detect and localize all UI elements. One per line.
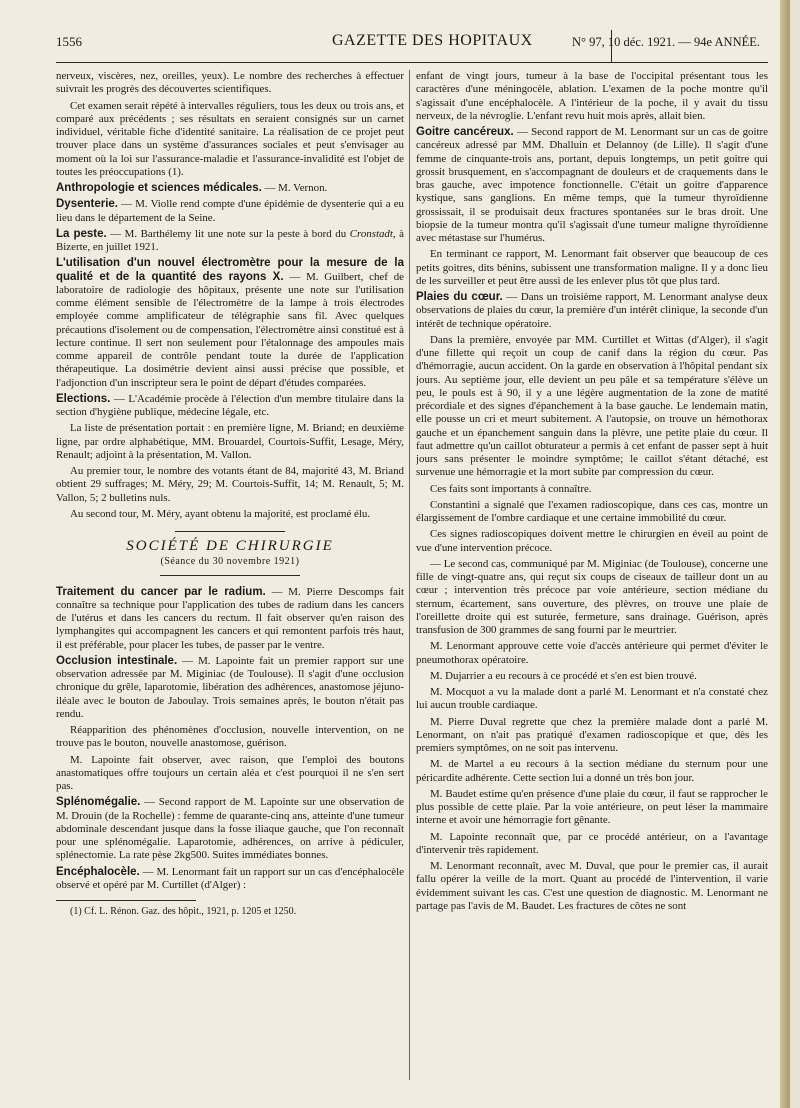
paragraph: M. Baudet estime qu'en présence d'une plaie du cœur, il faut se rapprocher le plus possible de cette plaie. Par la voie antérieure, on peut léser la mammaire interne et avoir une hémorragie fort gênante. (416, 787, 768, 827)
section-dysenterie: Dysenterie. — M. Violle rend compte d'une épidémie de dysenterie qui a eu lieu dans le département de la Seine. (56, 198, 404, 224)
ship-name: Cronstadt (349, 227, 393, 240)
paragraph: M. de Martel a eu recours à la section médiane du sternum pour une péricardite adhérente. Cette section lui a donné un très bon jour. (416, 758, 768, 784)
page-header (56, 30, 768, 63)
divider (160, 575, 300, 576)
divider (175, 531, 285, 532)
section-heading: Traitement du cancer par le radium. (56, 585, 266, 598)
paragraph: — Le second cas, communiqué par M. Miginiac (de Toulouse), concerne une fille de vingt-quatre ans, qui reçut six coups de ciseaux de tailleur dont un au cœur ; intervention très précoce par voie antérieure, section médiane du sternum, écartement, sans ouverture, des plèvres, on trouve une plaie de l'oreillette droite qui est suturée, fermeture, sans drainage. Guérison, après transfusion de 300 grammes de sang fourni par le meurtrier. (416, 557, 768, 636)
section-heading: La peste. (56, 227, 107, 240)
paragraph: Constantini a signalé que l'examen radioscopique, dans ces cas, montre un élargissement de l'ombre cardiaque et une certaine immobilité du cœur. (416, 498, 768, 524)
paragraph: Cet examen serait répété à intervalles réguliers, tous les deux ou trois ans, et comparé aux précédents ; ses résultats en seraient consignés sur un carnet individuel, véritable fiche d'identité sanitaire. La réalisation de ce projet peut trouver place dans un système d'assurances sociales et peut s'envisager au moment où la loi sur l'assurance-maladie et l'assurance-invalidité est l'objet de toutes les préoccupations (1). (56, 99, 404, 178)
paragraph: nerveux, viscères, nez, oreilles, yeux). Le nombre des recherches à effectuer suivrait les progrès des découvertes scientifiques. (56, 70, 404, 96)
section-heading: Dysenterie. (56, 198, 119, 211)
section-cancer: Traitement du cancer par le radium. — M. Pierre Descomps fait connaître sa technique pour l'application des tubes de radium dans les cancers de l'utérus et dans les cancers du rectum. Il fait observer qu'en raison des lymphangites qui accompagnent les cancers et qui remontent parfois très haut, il est préférable, pour placer les tubes, de passer par le ventre. (56, 585, 404, 651)
session-date: (Séance du 30 novembre 1921) (160, 556, 300, 568)
section-heading: Plaies du cœur. (416, 291, 503, 303)
section-encephalocele: Encéphalocèle. — M. Lenormant fait un rapport sur un cas d'encéphalocèle observé et opéré par M. Curtillet (d'Alger) : (56, 865, 404, 891)
paragraph: M. Lenormant approuve cette voie d'accès antérieure qui permet d'éviter le pneumothorax opératoire. (416, 640, 768, 666)
paragraph: enfant de vingt jours, tumeur à la base de l'occipital présentant tous les caractères d'une méningocèle, ablation. L'examen de la poche montre qu'il s'agissait d'une encéphalocèle. A l'intérieur de la poche, il y avait du tissu nerveux, de la névroglie. L'enfant revu huit mois après, allait bien. (416, 70, 768, 122)
paragraph: Dans la première, envoyée par MM. Curtillet et Wittas (d'Alger), il s'agit d'une fillette qui reçoit un coup de canif dans la région du cœur. Pas d'hémorragie, aucun accident. On la garde en observation à l'hôpital pendant six jours. Au septième jour, elle devient un peu pâle et sa température s'élève un peu, le pouls est à 90, il y a une légère augmentation de la zone de matité précordiale et des signes d'épanchement à la base gauche. Le lendemain matin, elle pousse un cri et meurt subitement. A l'autopsie, on trouve un hémothorax gauche et un épanchement sanguin dans la plèvre, une petite plaie du cœur. Il faut admettre qu'un caillot obturateur a permis à cet enfant de passer sept à huit jours sans présenter le moindre symptôme; le caillot s'étant détaché, est survenue une hémorragie et la mort subite par compression du cœur. (416, 333, 768, 479)
footnote: (1) Cf. L. Rénon. Gaz. des hôpit., 1921, p. 1205 et 1250. (70, 906, 297, 917)
society-title: SOCIÉTÉ DE CHIRURGIE (126, 538, 334, 554)
paragraph: Au premier tour, le nombre des votants étant de 84, majorité 43, M. Briand obtient 29 suffrages; M. Méry, 29; M. Courtois-Suffit, 14; M. Renault, 5; M. Vallon, 5; 2 bulletins nuls. (56, 465, 404, 504)
section-goitre: Goitre cancéreux. — Second rapport de M. Lenormant sur un cas de goitre cancéreux adressé par MM. Dhalluin et Delannoy (de Lille). Il s'agit d'une femme de cinquante-trois ans, portant, depuis longtemps, un petit goitre qui grossit brusquement, en s'accompagnant de douleurs et de craquements dans le bras gauche, avec impotence fonctionnelle. C'était un goitre d'apparence kystique, sans ganglions. En même temps, que la tumeur thyroïdienne grossissait, il se produisait deux fractures spontanées sur le bras droit. Une biopsie de la tumeur montra qu'il s'agissait d'une tumeur maligne thyroïdienne avec métastase sur l'humérus. (416, 126, 768, 244)
section-heading: Encéphalocèle. (56, 865, 140, 878)
section-heading: Splénomégalie. (56, 796, 141, 809)
paragraph: M. Mocquot a vu la malade dont a parlé M. Lenormant et n'a constaté chez lui aucun trouble cardiaque. (416, 686, 768, 712)
right-column (416, 70, 768, 1095)
paragraph: Ces signes radioscopiques doivent mettre le chirurgien en éveil au point de vue d'une intervention précoce. (416, 528, 768, 554)
paragraph: En terminant ce rapport, M. Lenormant fait observer que beaucoup de ces petits goitres, dits bénins, subissent une transformation maligne. Il y a donc lieu de les surveiller et peut être aussi de les enlever plus tôt que plus tard. (416, 248, 768, 287)
left-column (56, 70, 404, 1095)
page-edge-shadow (780, 0, 790, 1108)
paragraph: M. Lapointe fait observer, avec raison, que l'emploi des boutons anastomatiques offre toujours un certain aléa et c'est pourquoi il ne s'en sert pas. (56, 753, 404, 792)
column-rule (409, 70, 410, 1080)
section-heading: L'utilisation d'un nouvel électromètre pour la mesure de la qualité et de la quantité des rayons X. (56, 257, 404, 283)
section-anthropologie: Anthropologie et sciences médicales. — M. Vernon. (56, 182, 328, 194)
footnote-rule (56, 900, 196, 901)
section-splenomegalie: Splénomégalie. — Second rapport de M. Lapointe sur une observation de M. Drouin (de la Rochelle) : femme de quarante-cinq ans, atteinte d'une tumeur abdominale descendant jusque dans la fosse iliaque gauche, que l'on reconnaît pour une splénomégalie. Laparotomie, adhérences, on arrive à pédiculer, splénectomie. La rate pèse 2kg500. Suites immédiates bonnes. (56, 796, 404, 862)
section-heading: Goitre cancéreux. (416, 126, 514, 138)
paragraph: M. Lapointe reconnaît que, par ce procédé antérieur, on a l'avantage d'intervenir très rapidement. (416, 830, 768, 856)
paragraph: La liste de présentation portait : en première ligne, M. Briand; en deuxième ligne, par ordre alphabétique, MM. Brouardel, Courtois-Suffit, Lesage, Méry, Renault; adjoint à la présentation, M. Vallon. (56, 422, 404, 461)
section-heading: Occlusion intestinale. (56, 654, 178, 667)
paragraph: M. Lenormant reconnaît, avec M. Duval, que pour le premier cas, il aurait fallu opérer la veille de la mort. Quant au procédé de l'intervention, il varie évidemment suivant les cas. C'est une question de diagnostic. M. Lenormant ne partage pas l'avis de M. Baudet. Les fractures de côtes ne sont (416, 860, 768, 912)
section-electrometre: L'utilisation d'un nouvel électromètre pour la mesure de la qualité et de la quantité des rayons X. — M. Guilbert, chef de laboratoire de radiologie des hôpitaux, présente une note sur l'utilisation comme élément sensible de l'électromètre de la lampe à trois électrodes employée comme amplificateur de télégraphie sans fil. Avec quelques précautions d'isolement ou de compensation, l'électromètre ainsi constitué est à lecture continue. Il sert non seulement pour l'étalonnage des ampoules mais comme appareil de contrôle pendant toute la durée de l'application thérapeutique. La dosimétrie devient ainsi aussi précise que possible, et l'adjonction d'un inscripteur sera le point de départ d'études comparées. (56, 257, 404, 389)
paragraph: M. Dujarrier a eu recours à ce procédé et s'en est bien trouvé. (430, 669, 697, 682)
paragraph: Au second tour, M. Méry, ayant obtenu la majorité, est proclamé élu. (70, 507, 371, 520)
section-heading: Elections. (56, 392, 111, 405)
society-block (56, 531, 404, 576)
paragraph: Réapparition des phénomènes d'occlusion, nouvelle intervention, on ne trouve pas le bouton, nouvelle anastomose, guérison. (56, 724, 404, 750)
section-occlusion: Occlusion intestinale. — M. Lapointe fait un premier rapport sur une observation adressée par M. Miginiac (de Toulouse). Il s'agit d'une occlusion chronique du grêle, laparotomie, libération des adhérences, anastomose jéjuno-iléale avec le bouton de Jaboulay. Trois semaines après, le bouton n'était pas rendu. (56, 654, 404, 720)
section-elections: Elections. — L'Académie procède à l'élection d'un membre titulaire dans la section d'hygiène publique, médecine légale, etc. (56, 392, 404, 418)
section-peste: La peste. — M. Barthélemy lit une note sur la peste à bord du Cronstadt, à Bizerte, en juillet 1921. (56, 227, 404, 253)
paragraph: Ces faits sont importants à connaître. (430, 482, 592, 495)
section-heading: Anthropologie et sciences médicales. (56, 182, 262, 194)
paragraph: M. Pierre Duval regrette que chez la première malade dont a parlé M. Lenormant, on n'ait pas pratiqué d'examen radioscopique et que, dès les premiers symptômes, on ne soit pas intervenu. (416, 715, 768, 754)
section-plaies: Plaies du cœur. — Dans un troisième rapport, M. Lenormant analyse deux observations de plaies du cœur, la première d'un intérêt clinique, la seconde d'un intérêt de technique opératoire. (416, 291, 768, 330)
issue-info: N° 97, 10 déc. 1921. — 94e ANNÉE. (572, 35, 760, 49)
journal-title: GAZETTE DES HOPITAUX (332, 32, 533, 49)
page-number: 1556 (56, 34, 82, 49)
